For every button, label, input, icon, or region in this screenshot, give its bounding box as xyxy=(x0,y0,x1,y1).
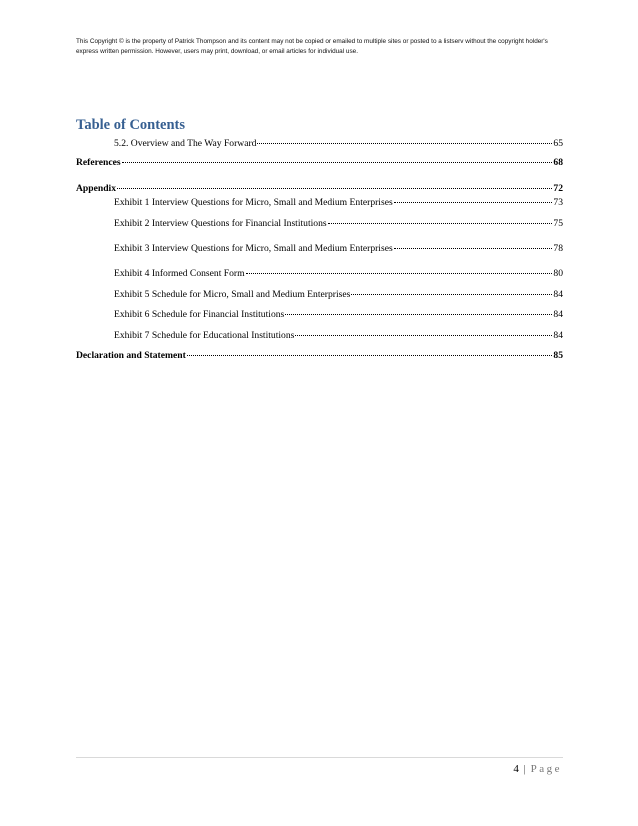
toc-entry-label: 5.2. Overview and The Way Forward xyxy=(114,138,257,149)
page-footer xyxy=(513,763,562,775)
toc-entry-label: Exhibit 6 Schedule for Financial Institutions xyxy=(114,309,285,320)
dot-leader xyxy=(295,335,552,336)
dot-leader xyxy=(122,162,553,163)
toc-entry-label: Exhibit 1 Interview Questions for Micro, Small and Medium Enterprises xyxy=(114,197,393,208)
toc-entry-exhibit-6[interactable] xyxy=(114,308,563,322)
toc-entry-page: 68 xyxy=(553,157,563,168)
dot-leader xyxy=(285,314,552,315)
toc-entry-exhibit-1[interactable] xyxy=(114,196,563,210)
toc-entry-page: 73 xyxy=(553,197,563,208)
toc-entry-page: 84 xyxy=(553,330,563,341)
dot-leader xyxy=(328,223,553,224)
dot-leader xyxy=(246,273,553,274)
toc-entry-label: Exhibit 4 Informed Consent Form xyxy=(114,268,245,279)
toc-entry-declaration[interactable] xyxy=(76,349,563,363)
toc-entry-page: 78 xyxy=(553,243,563,254)
toc-entry-label: Appendix xyxy=(76,183,116,194)
toc-title: Table of Contents xyxy=(76,117,186,133)
footer-separator: | xyxy=(523,763,526,775)
toc-entry-references[interactable] xyxy=(76,156,563,170)
dot-leader xyxy=(257,143,552,144)
toc-entry-page: 80 xyxy=(553,268,563,279)
toc-entry-label: Exhibit 2 Interview Questions for Financial Institutions xyxy=(114,218,327,229)
toc-entry-exhibit-5[interactable] xyxy=(114,288,563,302)
dot-leader xyxy=(394,248,553,249)
footer-divider xyxy=(76,757,563,758)
toc-entry-exhibit-4[interactable] xyxy=(114,267,563,281)
toc-entry-page: 65 xyxy=(553,138,563,149)
page-number: 4 xyxy=(513,763,519,775)
toc-entry-label: Exhibit 5 Schedule for Micro, Small and Medium Enterprises xyxy=(114,289,351,300)
toc-entry-page: 85 xyxy=(553,350,563,361)
toc-entry-label: Exhibit 3 Interview Questions for Micro, Small and Medium Enterprises xyxy=(114,243,393,254)
toc-entry-appendix[interactable] xyxy=(76,182,563,196)
toc-entry-overview[interactable] xyxy=(114,137,563,151)
toc-entry-page: 75 xyxy=(553,218,563,229)
toc-entry-page: 84 xyxy=(553,289,563,300)
dot-leader xyxy=(117,188,552,189)
toc-entry-label: References xyxy=(76,157,121,168)
toc-entry-label: Exhibit 7 Schedule for Educational Institutions xyxy=(114,330,295,341)
toc-entry-page: 72 xyxy=(553,183,563,194)
dot-leader xyxy=(351,294,552,295)
toc-entry-exhibit-3[interactable] xyxy=(114,242,563,256)
toc-entry-exhibit-7[interactable] xyxy=(114,329,563,343)
copyright-notice: This Copyright © is the property of Patrick Thompson and its content may not be copied or emailed to multiple sites or posted to a listserv without the copyright holder's express written permission. However, users may print, download, or email articles for individual use. xyxy=(76,38,548,55)
toc-entry-page: 84 xyxy=(553,309,563,320)
page-label: Page xyxy=(530,763,562,775)
dot-leader xyxy=(187,355,553,356)
dot-leader xyxy=(394,202,553,203)
toc-entry-exhibit-2[interactable] xyxy=(114,217,563,231)
toc-entry-label: Declaration and Statement xyxy=(76,350,186,361)
